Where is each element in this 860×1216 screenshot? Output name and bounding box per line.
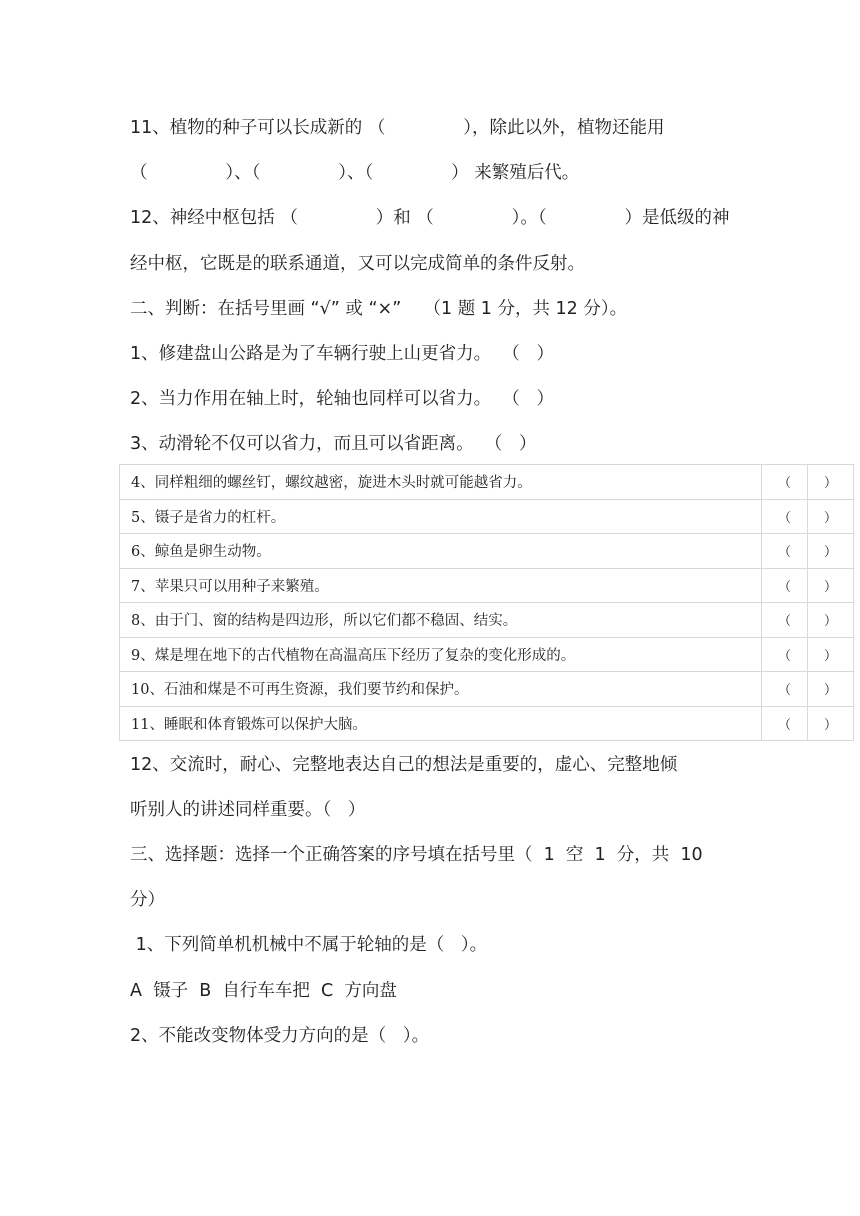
table-row	[120, 499, 854, 534]
judge-item-2: 2、当力作用在轴上时，轮轴也同样可以省力。 （ ）	[130, 389, 554, 409]
answer-close-paren: ）	[808, 499, 854, 534]
judge-item-1: 1、修建盘山公路是为了车辆行驶上山更省力。 （ ）	[130, 344, 554, 364]
q12-line-2: 经中枢，它既是的联系通道，又可以完成简单的条件反射。	[130, 254, 585, 274]
answer-open-paren[interactable]: （	[762, 637, 808, 672]
table-row	[120, 534, 854, 569]
judge-item-12-line-1: 12、交流时，耐心、完整地表达自己的想法是重要的，虚心、完整地倾	[130, 755, 678, 775]
answer-open-paren[interactable]: （	[762, 603, 808, 638]
table-row	[120, 672, 854, 707]
judge-row-text: 5、镊子是省力的杠杆。	[120, 499, 762, 534]
answer-open-paren[interactable]: （	[762, 568, 808, 603]
answer-close-paren: ）	[808, 672, 854, 707]
answer-open-paren[interactable]: （	[762, 499, 808, 534]
table-row	[120, 637, 854, 672]
judge-item-12-line-2: 听别人的讲述同样重要。（ ）	[130, 800, 366, 820]
judge-row-text: 9、煤是埋在地下的古代植物在高温高压下经历了复杂的变化形成的。	[120, 637, 762, 672]
answer-close-paren: ）	[808, 568, 854, 603]
answer-close-paren: ）	[808, 637, 854, 672]
answer-close-paren: ）	[808, 603, 854, 638]
table-row	[120, 603, 854, 638]
answer-close-paren: ）	[808, 534, 854, 569]
q11-line-2: （ ）、（ ）、（ ） 来繁殖后代。	[130, 163, 580, 183]
judge-table	[119, 464, 854, 741]
table-row	[120, 465, 854, 500]
judge-row-text: 11、睡眠和体育锻炼可以保护大脑。	[120, 706, 762, 741]
judge-row-text: 8、由于门、窗的结构是四边形，所以它们都不稳固、结实。	[120, 603, 762, 638]
judge-row-text: 7、苹果只可以用种子来繁殖。	[120, 568, 762, 603]
answer-close-paren: ）	[808, 465, 854, 500]
answer-open-paren[interactable]: （	[762, 672, 808, 707]
table-row	[120, 706, 854, 741]
choice-heading-line-2: 分）	[130, 890, 165, 910]
answer-open-paren[interactable]: （	[762, 534, 808, 569]
judge-row-text: 10、石油和煤是不可再生资源，我们要节约和保护。	[120, 672, 762, 707]
answer-open-paren[interactable]: （	[762, 706, 808, 741]
choice-heading-line-1: 三、选择题：选择一个正确答案的序号填在括号里（ 1 空 1 分，共 10	[130, 845, 703, 865]
q11-line-1: 11、植物的种子可以长成新的 （ ），除此以外，植物还能用	[130, 118, 665, 138]
choice-q1-options: A 镊子 B 自行车车把 C 方向盘	[130, 981, 397, 1001]
table-row	[120, 568, 854, 603]
choice-q2: 2、不能改变物体受力方向的是（ ）。	[130, 1026, 430, 1046]
answer-close-paren: ）	[808, 706, 854, 741]
q12-line-1: 12、神经中枢包括 （ ）和 （ ）。（ ）是低级的神	[130, 208, 730, 228]
judge-row-text: 4、同样粗细的螺丝钉，螺纹越密，旋进木头时就可能越省力。	[120, 465, 762, 500]
judge-row-text: 6、鲸鱼是卵生动物。	[120, 534, 762, 569]
judge-heading: 二、判断：在括号里画 “√” 或 “×” （1 题 1 分，共 12 分）。	[130, 299, 628, 319]
judge-item-3: 3、动滑轮不仅可以省力，而且可以省距离。 （ ）	[130, 434, 537, 454]
choice-q1: 1、下列简单机机械中不属于轮轴的是（ ）。	[130, 935, 488, 955]
answer-open-paren[interactable]: （	[762, 465, 808, 500]
